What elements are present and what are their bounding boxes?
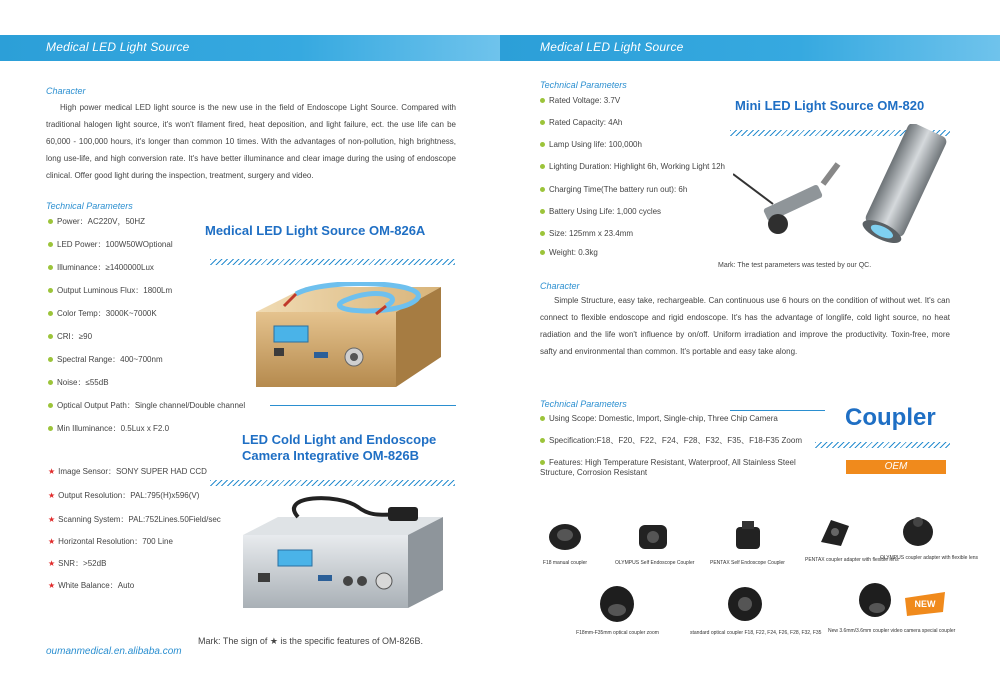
spec-text: Rated Capacity: 4Ah [549, 118, 623, 127]
spec-item [540, 140, 642, 149]
coupler-caption: New 3.6mm/3.6mm coupler video camera special coupler [828, 628, 956, 634]
coupler-icon [728, 515, 768, 555]
spec-text: Noise：≤55dB [57, 378, 109, 387]
test-note: Mark: The test parameters was tested by our QC. [718, 262, 872, 269]
bullet-icon [540, 142, 545, 147]
mini-led-flashlight-image [733, 124, 949, 264]
coupler-icon [853, 578, 898, 623]
coupler-item [705, 515, 790, 566]
bullet-icon [540, 250, 545, 255]
coupler-icon [815, 512, 855, 552]
spec-text: CRI：≥90 [57, 332, 93, 341]
spec-item [540, 458, 800, 478]
coupler-caption: PENTAX coupler adapter with flexible lens [805, 557, 899, 563]
bullet-icon [540, 120, 545, 125]
coupler-caption: OLYMPUS Self Endoscope Coupler [615, 560, 695, 566]
oem-badge: OEM [846, 460, 946, 474]
right-header-title: Medical LED Light Source [540, 40, 684, 54]
spec-text: Output Resolution：PAL:795(H)x596(V) [58, 491, 200, 500]
coupler-item [805, 512, 899, 563]
hatch-divider [210, 259, 455, 265]
spec-item-featured [48, 580, 134, 591]
bullet-icon [48, 380, 53, 385]
spec-item [48, 308, 157, 319]
right-character-text: Simple Structure, easy take, rechargeable. Can continuous use 6 hours on the condition of without wet. It's can connect to flexible endoscope and rigid endoscope. It's has the advantage of longlife, cold light source, no heat radiation and the life won't influence by on/off. Uniform irradiation and improve the productivity. Toxin-free, more safty and environmental than common. It's portable and easy take along. [540, 296, 950, 356]
section-divider [270, 405, 456, 406]
bullet-icon [540, 231, 545, 236]
coupler-item [530, 515, 600, 566]
bullet-icon [540, 164, 545, 169]
new-product-badge [903, 588, 947, 618]
coupler-icon [545, 515, 585, 555]
spec-item [540, 414, 778, 423]
light-source-device-image [236, 282, 451, 392]
spec-text: White Balance：Auto [58, 581, 135, 590]
camera-device-image [238, 495, 448, 610]
spec-item [48, 423, 169, 434]
coupler-caption: OLYMPUS coupler adapter with flexible lens [880, 555, 979, 561]
coupler-item [880, 510, 979, 561]
spec-text: Horizontal Resolution：700 Line [58, 537, 173, 546]
coupler-caption: PENTAX Self Endoscope Coupler [710, 560, 785, 566]
spec-item [540, 207, 661, 216]
spec-text: Min Illuminance：0.5Lux x F2.0 [57, 424, 170, 433]
product-b-title-line2: Camera Integrative OM-826B [242, 448, 420, 463]
bullet-icon [48, 426, 53, 431]
bullet-icon [48, 265, 53, 270]
right-character-title: Character [540, 281, 580, 291]
section-divider [730, 410, 825, 411]
star-icon: ★ [48, 559, 56, 568]
spec-text: Rated Voltage: 3.7V [549, 96, 621, 105]
spec-item [48, 354, 163, 365]
spec-text: Weight: 0.3kg [549, 248, 598, 257]
spec-text: Scanning System：PAL:752Lines.50Field/sec [58, 515, 221, 524]
spec-text: Specification:F18、F20、F22、F24、F28、F32、F35、F18-F35 Zoom [549, 436, 802, 445]
spec-item-featured [48, 490, 199, 501]
left-character-title: Character [46, 86, 86, 96]
coupler-caption: F18mm-F35mm optical coupler zoom [576, 630, 659, 636]
footer-url[interactable]: oumanmedical.en.alibaba.com [46, 646, 182, 657]
bullet-icon [48, 219, 53, 224]
spec-item [48, 377, 109, 388]
spec-item [540, 248, 598, 257]
left-header-title: Medical LED Light Source [46, 40, 190, 54]
spec-text: Image Sensor：SONY SUPER HAD CCD [58, 467, 207, 476]
left-footnote: Mark: The sign of ★ is the specific features of OM-826B. [198, 636, 423, 646]
coupler-item [615, 515, 695, 566]
bullet-icon [540, 209, 545, 214]
hatch-divider [815, 442, 950, 448]
spec-item [540, 436, 830, 446]
bullet-icon [48, 288, 53, 293]
bullet-icon [540, 460, 545, 465]
spec-text: Color Temp：3000K~7000K [57, 309, 157, 318]
right-header-bar [500, 35, 1000, 61]
star-icon: ★ [48, 581, 56, 590]
spec-item [48, 285, 172, 296]
star-icon: ★ [48, 491, 56, 500]
spec-item [540, 185, 687, 194]
spec-item [540, 96, 620, 105]
coupler-item [570, 580, 665, 636]
bullet-icon [540, 187, 545, 192]
spec-item [540, 229, 633, 238]
bullet-icon [48, 403, 53, 408]
star-icon: ★ [48, 537, 56, 546]
coupler-title: Coupler [845, 404, 936, 431]
hatch-divider [210, 480, 455, 486]
spec-item [48, 262, 154, 273]
right-tech-title-2: Technical Parameters [540, 399, 627, 409]
spec-text: LED Power：100W50WOptional [57, 240, 173, 249]
spec-item [540, 162, 725, 171]
product-b-title-line1: LED Cold Light and Endoscope [242, 432, 437, 447]
left-header-bar [0, 35, 500, 61]
spec-text: Using Scope: Domestic, Import, Single-chip, Three Chip Camera [549, 414, 778, 423]
star-icon: ★ [48, 515, 56, 524]
bullet-icon [48, 334, 53, 339]
spec-text: Lighting Duration: Highlight 6h, Working Light 12h [549, 162, 725, 171]
coupler-icon [595, 580, 640, 625]
spec-text: Size: 125mm x 23.4mm [549, 229, 634, 238]
spec-item [48, 331, 92, 342]
spec-item-featured [48, 514, 221, 525]
coupler-item [690, 580, 822, 636]
spec-item-featured [48, 466, 207, 477]
product-a-title: Medical LED Light Source OM-826A [205, 223, 426, 238]
spec-text: Illuminance：≥1400000Lux [57, 263, 154, 272]
bullet-icon [48, 242, 53, 247]
spec-item-featured [48, 558, 106, 569]
new-badge-label: NEW [914, 599, 936, 609]
coupler-icon [898, 510, 938, 550]
spec-text: Spectral Range：400~700nm [57, 355, 163, 364]
left-tech-title: Technical Parameters [46, 201, 133, 211]
coupler-icon [633, 515, 673, 555]
coupler-caption: F18 manual coupler [542, 560, 588, 566]
spec-text: Charging Time(The battery run out): 6h [549, 185, 688, 194]
spec-item [48, 216, 145, 227]
spec-item [540, 118, 622, 127]
spec-text: Battery Using Life: 1,000 cycles [549, 207, 662, 216]
bullet-icon [48, 311, 53, 316]
spec-text: SNR：>52dB [58, 559, 107, 568]
spec-text: Optical Output Path：Single channel/Double channel [57, 401, 246, 410]
spec-item-featured [48, 536, 173, 547]
bullet-icon [48, 357, 53, 362]
spec-text: Power：AC220V，50HZ [57, 217, 146, 226]
bullet-icon [540, 438, 545, 443]
right-tech-title: Technical Parameters [540, 80, 627, 90]
bullet-icon [540, 98, 545, 103]
star-icon: ★ [48, 467, 56, 476]
coupler-caption: standard optical coupler F18, F22, F24, F26, F28, F32, F35 [690, 630, 822, 636]
left-character-text: High power medical LED light source is the new use in the field of Endoscope Light Source. Compared with traditional halogen light source, it's won't filament fired, heat deposition, and light failure, ect. the use life can be 60,000 - 100,000 hours, it's longer than common 10 times. With the advantages of non-pollution, high brightness, long use-life, and high conversion rate. It's have better illuminance and clear image during the using of endoscope clinical. Offer good light during the inspection, treatment, surgery and video. [46, 103, 456, 180]
product-mini-title: Mini LED Light Source OM-820 [735, 98, 925, 113]
coupler-icon [723, 580, 768, 625]
spec-item [48, 239, 173, 250]
spec-text: Features: High Temperature Resistant, Waterproof, All Stainless Steel Structure, Corrosion Resistant [540, 458, 796, 477]
spec-text: Output Luminous Flux：1800Lm [57, 286, 173, 295]
spec-item [48, 400, 245, 411]
bullet-icon [540, 416, 545, 421]
spec-text: Lamp Using life: 100,000h [549, 140, 642, 149]
